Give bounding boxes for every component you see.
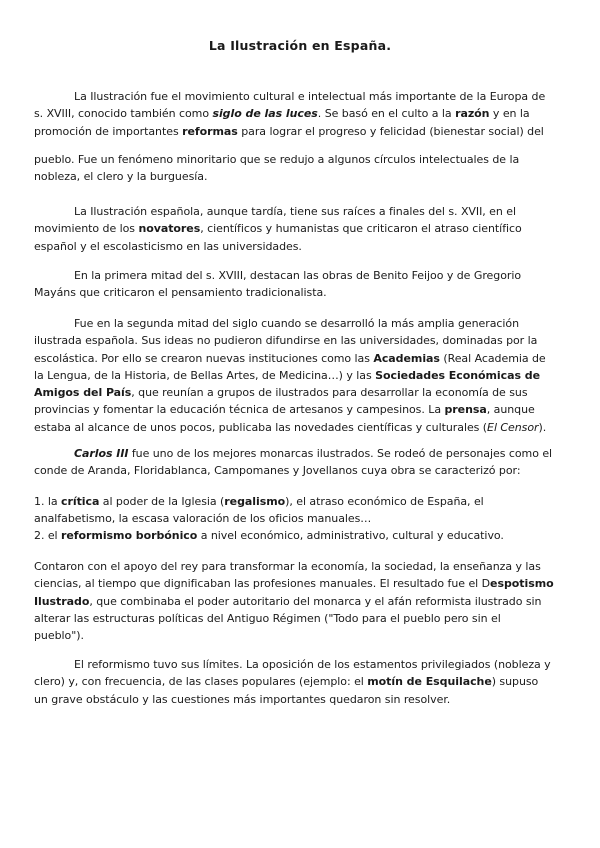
page-title: La Ilustración en España. <box>208 38 392 53</box>
paragraph-intro: La Ilustración fue el movimiento cultural e intelectual más importante de la Europa de s. XVIII, conocido también como siglo de las luces. Se basó en el culto a la razón y en la promoción de importantes reformas para lograr el progreso y felicidad (bienestar social) del <box>34 90 546 138</box>
paragraph-first-half: En la primera mitad del s. XVIII, destacan las obras de Benito Feijoo y de Gregorio Mayáns que criticaron el pensamiento tradicionalista. <box>34 269 522 300</box>
paragraph-despotismo: Contaron con el apoyo del rey para transformar la economía, la sociedad, la enseñanza y las ciencias, al tiempo que dignificaban las profesiones manuales. El resultado fue el Despotismo Ilustrado, que combinaba el poder autoritario del monarca y el afán reformista ilustrado sin alterar las estructuras políticas del Antiguo Régimen ("Todo para el pueblo pero sin el pueblo"). <box>34 560 554 643</box>
paragraph-intro-continued: pueblo. Fue un fenómeno minoritario que se redujo a algunos círculos intelectuales de la nobleza, el clero y la burguesía. <box>34 153 520 184</box>
paragraph-spanish-enlightenment: La Ilustración española, aunque tardía, tiene sus raíces a finales del s. XVII, en el movimiento de los novatores, científicos y humanistas que criticaron el atraso científico español y el escolasticismo en las universidades. <box>34 205 522 253</box>
list-item: 2. el reformismo borbónico a nivel económico, administrativo, cultural y educativo. <box>34 529 504 542</box>
paragraph-second-half: Fue en la segunda mitad del siglo cuando se desarrolló la más amplia generación ilustrada española. Sus ideas no pudieron difundirse en las universidades, dominadas por la escolástica. Por ello se crearon nuevas instituciones como las Academias (Real Academia de la Lengua, de la Historia, de Bellas Artes, de Medicina…) y las Sociedades Económicas de Amigos del País, que reunían a grupos de ilustrados para desarrollar la economía de sus provincias y fomentar la educación técnica de artesanos y campesinos. La prensa, aunque estaba al alcance de unos pocos, publicaba las novedades científicas y culturales (El Censor). <box>34 317 547 434</box>
list-item: 1. la crítica al poder de la Iglesia (regalismo), el atraso económico de España, el analfabetismo, la escasa valoración de los oficios manuales… <box>34 495 484 526</box>
paragraph-limits: El reformismo tuvo sus límites. La oposición de los estamentos privilegiados (nobleza y clero) y, con frecuencia, de las clases populares (ejemplo: el motín de Esquilache) supuso un grave obstáculo y las cuestiones más importantes quedaron sin resolver. <box>34 658 551 706</box>
paragraph-carlos-iii: Carlos III fue uno de los mejores monarcas ilustrados. Se rodeó de personajes como el conde de Aranda, Floridablanca, Campomanes y Jovellanos cuya obra se caracterizó por: <box>34 447 553 478</box>
